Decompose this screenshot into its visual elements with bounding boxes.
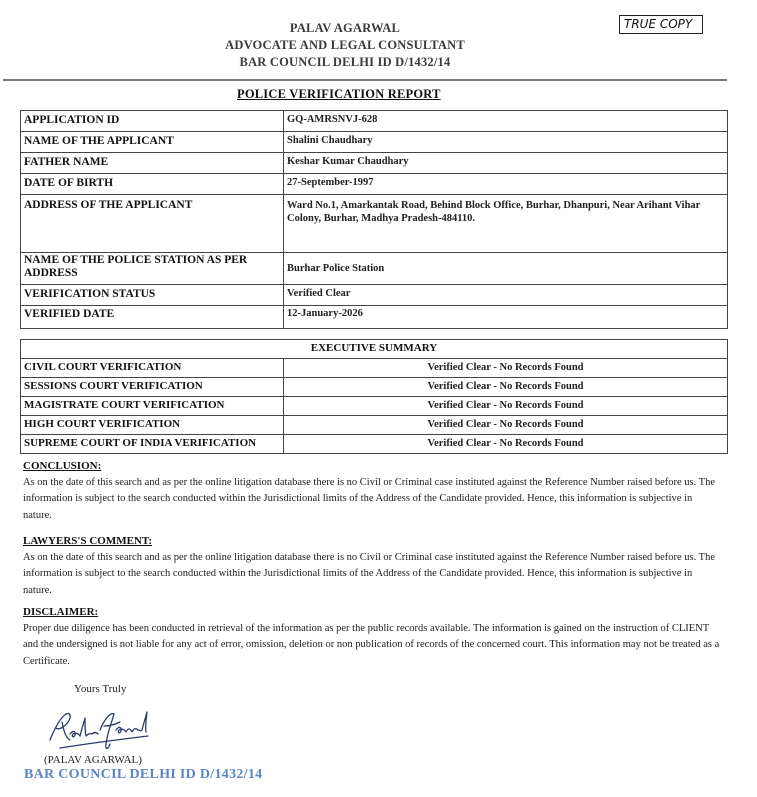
applicant-name-value: Shalini Chaudhary [284, 132, 728, 153]
disclaimer-section [23, 604, 723, 670]
table-row [21, 397, 728, 416]
table-row [21, 253, 728, 285]
lawyers-comment-text: As on the date of this search and as per the online litigation database there is no Civil or Criminal case instituted against the Reference Number raised before us. The information is subject to the search conducted within the Jurisdictional limits of the Address of the Candidate provided. Hence, this information is subjective in nature. [23, 551, 716, 596]
table-row [21, 378, 728, 397]
row-value: Verified Clear - No Records Found [284, 397, 728, 416]
conclusion-text: As on the date of this search and as per the online litigation database there is no Civil or Criminal case instituted against the Reference Number raised before us. The information is subject to the search conducted within the Jurisdictional limits of the Address of the Candidate provided. Hence, this information is subjective in nature. [23, 476, 716, 521]
father-name-value: Keshar Kumar Chaudhary [284, 153, 728, 174]
row-value: Verified Clear - No Records Found [284, 359, 728, 378]
row-label: SESSIONS COURT VERIFICATION [21, 378, 284, 397]
row-label: HIGH COURT VERIFICATION [21, 416, 284, 435]
advocate-bar-id: BAR COUNCIL DELHI ID D/1432/14 [239, 55, 451, 69]
letterhead [180, 20, 510, 71]
table-row [21, 306, 728, 329]
row-label: VERIFICATION STATUS [21, 285, 284, 306]
table-row [21, 435, 728, 454]
table-row [21, 285, 728, 306]
executive-summary-table [20, 339, 728, 454]
police-station-value: Burhar Police Station [284, 253, 728, 285]
applicant-details-table [20, 110, 728, 329]
row-label: FATHER NAME [21, 153, 284, 174]
report-title: POLICE VERIFICATION REPORT [237, 87, 441, 101]
disclaimer-heading: DISCLAIMER: [23, 606, 99, 618]
verification-status-value: Verified Clear [284, 285, 728, 306]
signatory-name: (PALAV AGARWAL) [44, 754, 142, 766]
row-label: NAME OF THE APPLICANT [21, 132, 284, 153]
row-label: DATE OF BIRTH [21, 174, 284, 195]
address-value: Ward No.1, Amarkantak Road, Behind Block Office, Burhar, Dhanpuri, Near Arihant Vihar Colony, Burhar, Madhya Pradesh-484110. [284, 195, 728, 253]
row-label: SUPREME COURT OF INDIA VERIFICATION [21, 435, 284, 454]
table-row [21, 153, 728, 174]
row-label: VERIFIED DATE [21, 306, 284, 329]
table-row [21, 416, 728, 435]
signature-icon [40, 700, 160, 760]
row-label: CIVIL COURT VERIFICATION [21, 359, 284, 378]
conclusion-section [23, 458, 723, 524]
closing-salutation: Yours Truly [74, 683, 127, 695]
row-value: Verified Clear - No Records Found [284, 378, 728, 397]
disclaimer-text: Proper due diligence has been conducted in retrieval of the information as per the public records available. The information is gained on the instruction of CLIENT and the undersigned is not liable for any act of error, omission, deletion or non publication of records of the concerned court. This information may not be treated as a Certificate. [23, 622, 720, 667]
verified-date-value: 12-January-2026 [284, 306, 728, 329]
row-label: MAGISTRATE COURT VERIFICATION [21, 397, 284, 416]
lawyers-comment-heading: LAWYERS'S COMMENT: [23, 535, 153, 547]
lawyers-comment-section [23, 533, 723, 599]
table-row [21, 132, 728, 153]
row-label: APPLICATION ID [21, 111, 284, 132]
table-row [21, 359, 728, 378]
conclusion-heading: CONCLUSION: [23, 460, 102, 472]
table-row [21, 111, 728, 132]
advocate-designation: ADVOCATE AND LEGAL CONSULTANT [225, 38, 465, 52]
date-of-birth-value: 27-September-1997 [284, 174, 728, 195]
row-value: Verified Clear - No Records Found [284, 435, 728, 454]
summary-header-row [21, 340, 728, 359]
table-row [21, 174, 728, 195]
executive-summary-title: EXECUTIVE SUMMARY [21, 340, 728, 359]
signatory-bar-id: BAR COUNCIL DELHI ID D/1432/14 [24, 767, 263, 782]
row-value: Verified Clear - No Records Found [284, 416, 728, 435]
header-divider [3, 79, 727, 81]
true-copy-stamp: TRUE COPY [619, 15, 703, 34]
advocate-name: PALAV AGARWAL [289, 21, 401, 35]
application-id-value: GQ-AMRSNVJ-628 [284, 111, 728, 132]
row-label: ADDRESS OF THE APPLICANT [21, 195, 284, 253]
row-label: NAME OF THE POLICE STATION AS PER ADDRESS [21, 253, 284, 285]
table-row [21, 195, 728, 253]
